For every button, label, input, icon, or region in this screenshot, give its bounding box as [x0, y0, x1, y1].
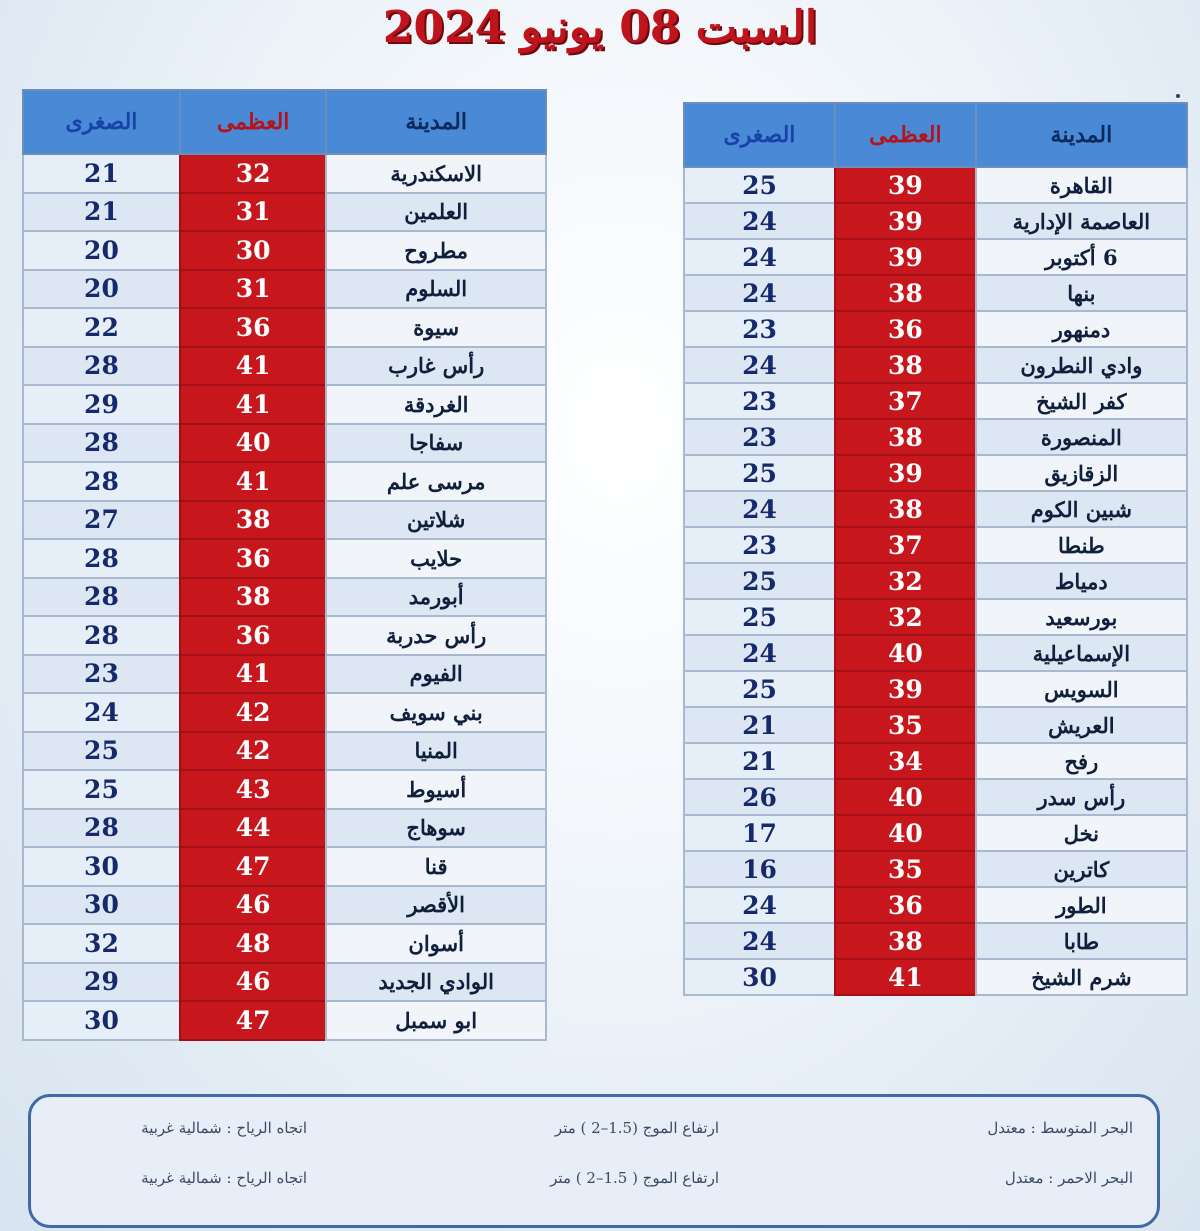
max-temp-cell: 36 — [835, 887, 976, 923]
table-row — [23, 847, 546, 886]
min-temp-cell: 30 — [23, 847, 180, 886]
page-title: السبت 08 يونيو 2024 — [382, 2, 818, 53]
min-temp-cell: 25 — [684, 599, 835, 635]
max-temp-cell: 41 — [835, 959, 976, 995]
city-cell: رأس غارب — [326, 347, 546, 386]
table-row — [684, 311, 1187, 347]
sea-name: البحر الاحمر : معتدل — [1004, 1169, 1133, 1187]
min-temp-cell: 25 — [684, 455, 835, 491]
city-cell: الاسكندرية — [326, 154, 546, 193]
city-cell: الإسماعيلية — [976, 635, 1187, 671]
max-temp-cell: 46 — [180, 886, 326, 925]
city-cell: العريش — [976, 707, 1187, 743]
min-temp-cell: 25 — [684, 167, 835, 203]
max-temp-cell: 38 — [180, 578, 326, 617]
max-temp-cell: 39 — [835, 203, 976, 239]
min-temp-cell: 28 — [23, 616, 180, 655]
min-temp-cell: 28 — [23, 462, 180, 501]
city-cell: دمياط — [976, 563, 1187, 599]
table-row — [23, 154, 546, 193]
right-table-body — [684, 167, 1187, 995]
table-row — [684, 383, 1187, 419]
max-temp-cell: 32 — [835, 599, 976, 635]
max-temp-cell: 32 — [835, 563, 976, 599]
table-row — [684, 347, 1187, 383]
city-cell: أبورمد — [326, 578, 546, 617]
min-temp-cell: 20 — [23, 270, 180, 309]
city-cell: الأقصر — [326, 886, 546, 925]
max-temp-cell: 47 — [180, 1001, 326, 1040]
max-temp-cell: 38 — [835, 419, 976, 455]
max-temp-cell: 39 — [835, 671, 976, 707]
wave-height: ارتفاع الموج (1.5–2 ) متر — [554, 1119, 719, 1137]
max-temp-cell: 41 — [180, 655, 326, 694]
table-row — [23, 539, 546, 578]
city-cell: قنا — [326, 847, 546, 886]
table-row — [684, 707, 1187, 743]
table-row — [23, 1001, 546, 1040]
max-temp-cell: 46 — [180, 963, 326, 1002]
table-row — [684, 887, 1187, 923]
max-temp-cell: 40 — [835, 635, 976, 671]
decorative-dot — [1176, 94, 1180, 98]
max-temp-cell: 42 — [180, 732, 326, 771]
city-cell: وادي النطرون — [976, 347, 1187, 383]
table-row — [23, 578, 546, 617]
table-row — [684, 671, 1187, 707]
table-row — [23, 347, 546, 386]
table-row — [23, 231, 546, 270]
table-row — [23, 886, 546, 925]
city-cell: مطروح — [326, 231, 546, 270]
header-max: العظمى — [835, 103, 976, 167]
city-cell: شرم الشيخ — [976, 959, 1187, 995]
min-temp-cell: 21 — [684, 707, 835, 743]
max-temp-cell: 44 — [180, 809, 326, 848]
sea-row-red-sea — [31, 1169, 1157, 1209]
city-cell: سوهاج — [326, 809, 546, 848]
table-row — [23, 770, 546, 809]
table-row — [684, 167, 1187, 203]
table-row — [684, 599, 1187, 635]
city-cell: السويس — [976, 671, 1187, 707]
city-cell: مرسى علم — [326, 462, 546, 501]
table-header-row — [684, 103, 1187, 167]
city-cell: سفاجا — [326, 424, 546, 463]
table-row — [23, 924, 546, 963]
max-temp-cell: 36 — [180, 308, 326, 347]
wind-direction: اتجاه الرياح : شمالية غربية — [141, 1169, 307, 1187]
city-cell: دمنهور — [976, 311, 1187, 347]
max-temp-cell: 37 — [835, 527, 976, 563]
min-temp-cell: 16 — [684, 851, 835, 887]
city-cell: ابو سمبل — [326, 1001, 546, 1040]
min-temp-cell: 29 — [23, 385, 180, 424]
table-row — [684, 815, 1187, 851]
min-temp-cell: 28 — [23, 809, 180, 848]
max-temp-cell: 38 — [835, 275, 976, 311]
header-min: الصغرى — [684, 103, 835, 167]
max-temp-cell: 41 — [180, 462, 326, 501]
min-temp-cell: 23 — [684, 419, 835, 455]
wave-height: ارتفاع الموج ( 1.5–2 ) متر — [550, 1169, 719, 1187]
city-cell: رأس سدر — [976, 779, 1187, 815]
min-temp-cell: 24 — [684, 239, 835, 275]
city-cell: الغردقة — [326, 385, 546, 424]
min-temp-cell: 24 — [684, 347, 835, 383]
max-temp-cell: 32 — [180, 154, 326, 193]
min-temp-cell: 28 — [23, 424, 180, 463]
max-temp-cell: 41 — [180, 385, 326, 424]
min-temp-cell: 25 — [684, 671, 835, 707]
min-temp-cell: 23 — [684, 383, 835, 419]
min-temp-cell: 21 — [23, 193, 180, 232]
sea-conditions-box — [28, 1094, 1160, 1228]
min-temp-cell: 22 — [23, 308, 180, 347]
city-cell: بورسعيد — [976, 599, 1187, 635]
min-temp-cell: 21 — [23, 154, 180, 193]
table-row — [23, 655, 546, 694]
max-temp-cell: 37 — [835, 383, 976, 419]
max-temp-cell: 31 — [180, 193, 326, 232]
min-temp-cell: 23 — [23, 655, 180, 694]
city-cell: المنصورة — [976, 419, 1187, 455]
table-row — [684, 419, 1187, 455]
city-cell: العلمين — [326, 193, 546, 232]
table-row — [684, 851, 1187, 887]
header-min: الصغرى — [23, 90, 180, 154]
max-temp-cell: 36 — [180, 539, 326, 578]
header-max: العظمى — [180, 90, 326, 154]
city-cell: سيوة — [326, 308, 546, 347]
max-temp-cell: 38 — [835, 347, 976, 383]
city-cell: السلوم — [326, 270, 546, 309]
min-temp-cell: 32 — [23, 924, 180, 963]
table-row — [23, 270, 546, 309]
min-temp-cell: 20 — [23, 231, 180, 270]
city-cell: الفيوم — [326, 655, 546, 694]
min-temp-cell: 24 — [684, 887, 835, 923]
table-row — [684, 275, 1187, 311]
left-table-body — [23, 154, 546, 1040]
min-temp-cell: 24 — [684, 923, 835, 959]
min-temp-cell: 24 — [23, 693, 180, 732]
table-row — [684, 959, 1187, 995]
max-temp-cell: 41 — [180, 347, 326, 386]
min-temp-cell: 17 — [684, 815, 835, 851]
table-row — [23, 693, 546, 732]
table-row — [23, 424, 546, 463]
city-cell: 6 أكتوبر — [976, 239, 1187, 275]
sea-name: البحر المتوسط : معتدل — [987, 1119, 1133, 1137]
city-cell: المنيا — [326, 732, 546, 771]
min-temp-cell: 26 — [684, 779, 835, 815]
city-cell: بنها — [976, 275, 1187, 311]
max-temp-cell: 35 — [835, 707, 976, 743]
table-row — [684, 779, 1187, 815]
table-row — [23, 809, 546, 848]
city-cell: كفر الشيخ — [976, 383, 1187, 419]
min-temp-cell: 30 — [684, 959, 835, 995]
min-temp-cell: 28 — [23, 539, 180, 578]
max-temp-cell: 40 — [835, 815, 976, 851]
min-temp-cell: 25 — [23, 732, 180, 771]
city-cell: نخل — [976, 815, 1187, 851]
table-row — [23, 462, 546, 501]
wind-direction: اتجاه الرياح : شمالية غربية — [141, 1119, 307, 1137]
max-temp-cell: 43 — [180, 770, 326, 809]
city-cell: حلايب — [326, 539, 546, 578]
table-row — [684, 455, 1187, 491]
table-row — [23, 732, 546, 771]
table-row — [684, 203, 1187, 239]
table-row — [684, 743, 1187, 779]
max-temp-cell: 42 — [180, 693, 326, 732]
table-row — [684, 239, 1187, 275]
min-temp-cell: 29 — [23, 963, 180, 1002]
table-row — [23, 193, 546, 232]
min-temp-cell: 24 — [684, 635, 835, 671]
city-cell: العاصمة الإدارية — [976, 203, 1187, 239]
city-cell: القاهرة — [976, 167, 1187, 203]
min-temp-cell: 23 — [684, 527, 835, 563]
city-cell: الطور — [976, 887, 1187, 923]
city-cell: طنطا — [976, 527, 1187, 563]
table-row — [23, 385, 546, 424]
max-temp-cell: 39 — [835, 167, 976, 203]
header-city: المدينة — [976, 103, 1187, 167]
table-row — [684, 635, 1187, 671]
city-cell: الوادي الجديد — [326, 963, 546, 1002]
min-temp-cell: 23 — [684, 311, 835, 347]
table-row — [684, 527, 1187, 563]
min-temp-cell: 30 — [23, 886, 180, 925]
table-row — [684, 491, 1187, 527]
header-city: المدينة — [326, 90, 546, 154]
max-temp-cell: 47 — [180, 847, 326, 886]
left-temperature-table — [22, 89, 547, 1041]
max-temp-cell: 39 — [835, 239, 976, 275]
max-temp-cell: 40 — [835, 779, 976, 815]
min-temp-cell: 25 — [684, 563, 835, 599]
min-temp-cell: 24 — [684, 275, 835, 311]
max-temp-cell: 38 — [180, 501, 326, 540]
city-cell: شلاتين — [326, 501, 546, 540]
max-temp-cell: 38 — [835, 491, 976, 527]
max-temp-cell: 34 — [835, 743, 976, 779]
table-row — [23, 308, 546, 347]
max-temp-cell: 35 — [835, 851, 976, 887]
city-cell: بني سويف — [326, 693, 546, 732]
table-row — [684, 563, 1187, 599]
max-temp-cell: 36 — [835, 311, 976, 347]
right-temperature-table — [683, 102, 1188, 996]
max-temp-cell: 36 — [180, 616, 326, 655]
city-cell: طابا — [976, 923, 1187, 959]
min-temp-cell: 24 — [684, 491, 835, 527]
max-temp-cell: 30 — [180, 231, 326, 270]
max-temp-cell: 39 — [835, 455, 976, 491]
city-cell: الزقازيق — [976, 455, 1187, 491]
min-temp-cell: 28 — [23, 347, 180, 386]
max-temp-cell: 31 — [180, 270, 326, 309]
table-row — [684, 923, 1187, 959]
min-temp-cell: 21 — [684, 743, 835, 779]
max-temp-cell: 38 — [835, 923, 976, 959]
city-cell: رفح — [976, 743, 1187, 779]
table-row — [23, 616, 546, 655]
min-temp-cell: 28 — [23, 578, 180, 617]
city-cell: رأس حدربة — [326, 616, 546, 655]
max-temp-cell: 48 — [180, 924, 326, 963]
city-cell: كاترين — [976, 851, 1187, 887]
city-cell: أسيوط — [326, 770, 546, 809]
min-temp-cell: 25 — [23, 770, 180, 809]
max-temp-cell: 40 — [180, 424, 326, 463]
table-row — [23, 501, 546, 540]
city-cell: شبين الكوم — [976, 491, 1187, 527]
min-temp-cell: 24 — [684, 203, 835, 239]
min-temp-cell: 30 — [23, 1001, 180, 1040]
city-cell: أسوان — [326, 924, 546, 963]
min-temp-cell: 27 — [23, 501, 180, 540]
sea-row-mediterranean — [31, 1119, 1157, 1159]
table-row — [23, 963, 546, 1002]
table-header-row — [23, 90, 546, 154]
